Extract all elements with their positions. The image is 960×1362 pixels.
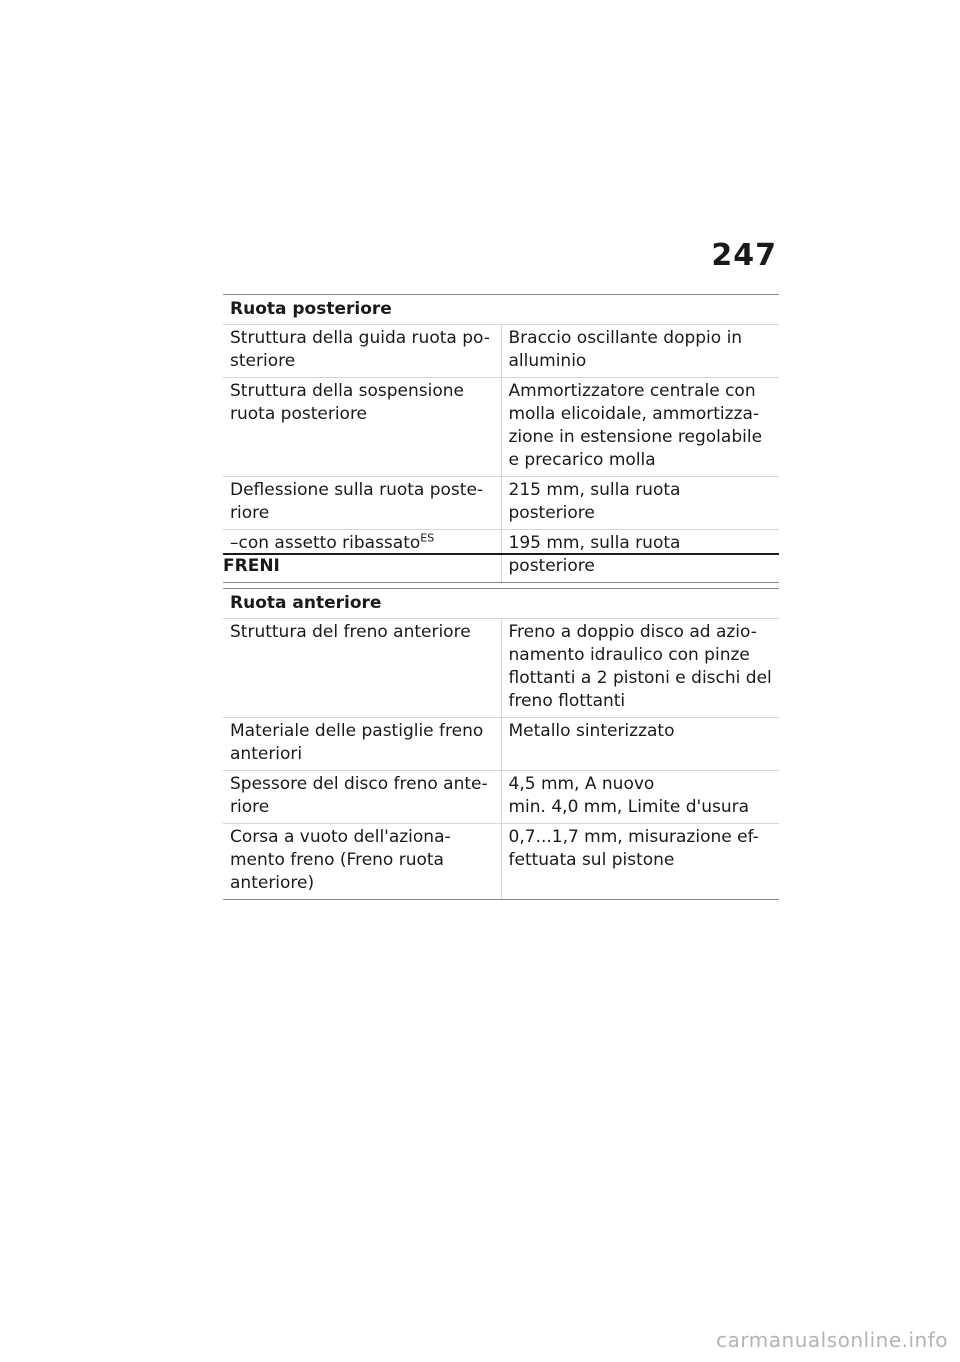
spec-label xyxy=(223,771,501,824)
table-row xyxy=(223,824,779,900)
value-line: freno flottanti xyxy=(508,691,626,711)
label-line: Struttura della guida ruota po- xyxy=(230,328,490,348)
spec-label xyxy=(223,378,501,477)
label-line: anteriori xyxy=(230,744,303,764)
spec-value xyxy=(501,718,779,771)
label-line: Struttura del freno anteriore xyxy=(230,622,471,642)
value-line: 215 mm, sulla ruota posteriore xyxy=(508,480,681,523)
table-row xyxy=(223,530,779,583)
label-line: steriore xyxy=(230,351,296,371)
spec-value xyxy=(501,325,779,378)
section-title: FRENI xyxy=(223,556,280,576)
label-line: Spessore del disco freno ante- xyxy=(230,774,488,794)
spec-label xyxy=(223,824,501,900)
footnote-sup: ES xyxy=(420,531,435,545)
value-line: alluminio xyxy=(508,351,587,371)
value-line: flottanti a 2 pistoni e dischi del xyxy=(508,668,772,688)
label-line: Struttura della sospensione xyxy=(230,381,465,401)
table-row xyxy=(223,718,779,771)
rear-wheel-heading: Ruota posteriore xyxy=(223,295,779,325)
spec-value xyxy=(501,530,779,583)
value-line: fettuata sul pistone xyxy=(508,850,675,870)
table-row xyxy=(223,325,779,378)
footer-watermark: carmanualsonline.info xyxy=(716,1328,948,1352)
value-line: Freno a doppio disco ad azio- xyxy=(508,622,757,642)
rear-wheel-table xyxy=(223,294,779,583)
value-line: Ammortizzatore centrale con xyxy=(508,381,756,401)
value-line: zione in estensione regolabile xyxy=(508,427,763,447)
label-line: riore xyxy=(230,797,270,817)
page-number: 247 xyxy=(711,238,777,273)
table-row xyxy=(223,771,779,824)
spec-value xyxy=(501,619,779,718)
table-heading-row xyxy=(223,589,779,619)
table-row xyxy=(223,477,779,530)
spec-value xyxy=(501,477,779,530)
spec-label xyxy=(223,619,501,718)
label-line: mento freno (Freno ruota xyxy=(230,850,444,870)
front-brake-table xyxy=(223,588,779,900)
value-line: Braccio oscillante doppio in xyxy=(508,328,743,348)
table-heading-row xyxy=(223,295,779,325)
spec-label xyxy=(223,477,501,530)
value-line: namento idraulico con pinze xyxy=(508,645,750,665)
spec-label xyxy=(223,718,501,771)
table-row xyxy=(223,378,779,477)
value-line: 195 mm, sulla ruota posteriore xyxy=(508,533,681,576)
value-line: e precarico molla xyxy=(508,450,656,470)
label-line: Corsa a vuoto dell'aziona- xyxy=(230,827,451,847)
label-line: anteriore) xyxy=(230,873,315,893)
value-line: min. 4,0 mm, Limite d'usura xyxy=(508,797,750,817)
label-line: Deflessione sulla ruota poste- xyxy=(230,480,484,500)
label-line: ruota posteriore xyxy=(230,404,368,424)
table-row xyxy=(223,619,779,718)
value-line: 4,5 mm, A nuovo xyxy=(508,774,655,794)
label-line: riore xyxy=(230,503,270,523)
front-wheel-heading: Ruota anteriore xyxy=(223,589,779,619)
spec-value xyxy=(501,771,779,824)
value-line: Metallo sinterizzato xyxy=(508,721,675,741)
value-line: molla elicoidale, ammortizza- xyxy=(508,404,760,424)
section-divider xyxy=(223,553,779,555)
label-line: –con assetto ribassato xyxy=(230,533,421,553)
spec-value xyxy=(501,378,779,477)
label-line: Materiale delle pastiglie freno xyxy=(230,721,484,741)
spec-value xyxy=(501,824,779,900)
value-line: 0,7...1,7 mm, misurazione ef- xyxy=(508,827,759,847)
spec-label xyxy=(223,325,501,378)
